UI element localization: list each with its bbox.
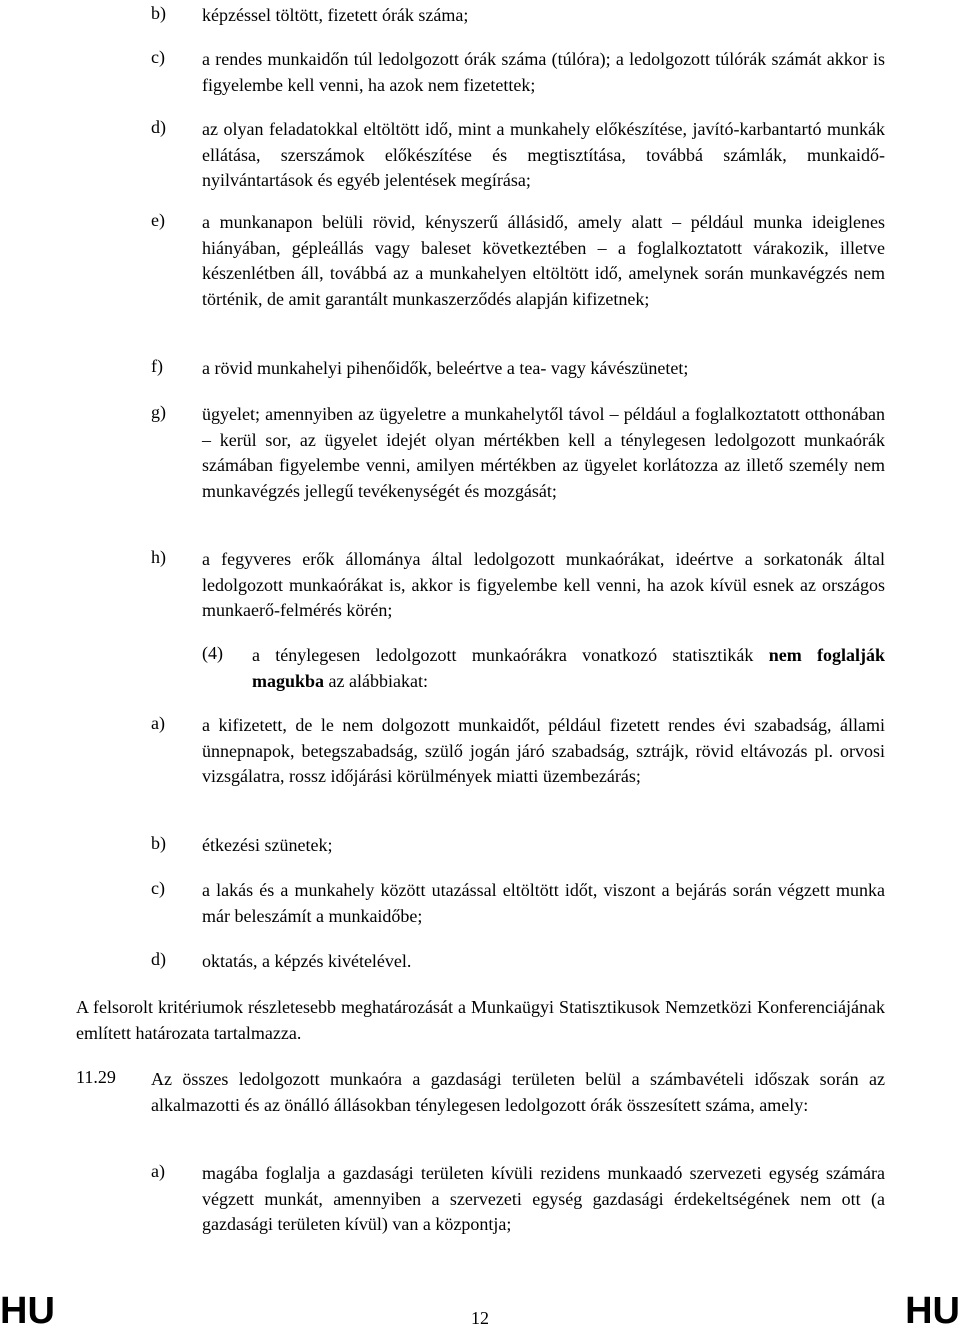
subparagraph-text-after: az alábbiakat: bbox=[328, 670, 428, 691]
list-item-text: oktatás, a képzés kivételével. bbox=[202, 951, 412, 971]
list-item-label: b) bbox=[151, 3, 166, 23]
footer-language-right: HU bbox=[905, 1290, 960, 1332]
list-item-text: a rövid munkahelyi pihenőidők, beleértve a tea- vagy kávészünetet; bbox=[202, 358, 689, 378]
list-item-text: az olyan feladatokkal eltöltött idő, mint a munkahely előkészítése, javító-karbantartó munkák ellátása, szerszámok előkészítése és megtisztítása, továbbá számlák, munkaidő-nyilvántartások és egyéb jelentések megírása; bbox=[202, 119, 885, 190]
list-item-label: b) bbox=[151, 833, 166, 853]
body-paragraph: A felsorolt kritériumok részletesebb meghatározását a Munkaügyi Statisztikusok Nemzetközi Konferenciájának említett határozata tartalmazza. bbox=[76, 997, 885, 1043]
list-item-label: c) bbox=[151, 878, 165, 898]
list-item-text: a rendes munkaidőn túl ledolgozott órák száma (túlóra); a ledolgozott túlórák számát akkor is figyelembe kell venni, ha azok nem fizetettek; bbox=[202, 49, 885, 95]
list-item-text: ügyelet; amennyiben az ügyeletre a munkahelytől távol – például a foglalkoztatott otthonában – kerül sor, az ügyelet idejét olyan mértékben kell a ténylegesen ledolgozott munkaórák számában figyelembe venni, amilyen mértékben az ügyelet korlátozza az illető személy nem munkavégzés jellegű tevékenységét és mozgását; bbox=[202, 404, 885, 501]
list-item-label: h) bbox=[151, 547, 166, 567]
list-item-label: f) bbox=[151, 356, 163, 376]
list-item-text: a munkanapon belüli rövid, kényszerű állásidő, amely alatt – például munka ideiglenes hiányában, gépleállás vagy baleset következtében – a foglalkoztatott várakozik, illetve készenlétben áll, továbbá az a munkahelyen eltöltött idő, amelynek során munkavégzés nem történik, de amit garantált munkaszerződés alapján kifizetnek; bbox=[202, 212, 885, 309]
list-item-label: d) bbox=[151, 949, 166, 969]
page-number: 12 bbox=[471, 1308, 489, 1328]
list-item-label: a) bbox=[151, 1161, 165, 1181]
list-item-label: d) bbox=[151, 117, 166, 137]
footer-language-left: HU bbox=[0, 1290, 55, 1332]
list-item-label: g) bbox=[151, 402, 166, 422]
list-item-text: képzéssel töltött, fizetett órák száma; bbox=[202, 5, 469, 25]
subparagraph-text-before: a ténylegesen ledolgozott munkaórákra vonatkozó statisztikák bbox=[252, 645, 754, 665]
section-text: Az összes ledolgozott munkaóra a gazdasági területen belül a számbavételi időszak során az alkalmazotti és az önálló állásokban ténylegesen ledolgozott órák összesített száma, amely: bbox=[151, 1069, 885, 1115]
list-item-label: a) bbox=[151, 713, 165, 733]
list-item-label: c) bbox=[151, 47, 165, 67]
list-item-text: magába foglalja a gazdasági területen kívüli rezidens munkaadó szervezeti egység számára végzett munkát, amennyiben a szervezeti egység gazdasági érdekeltségének nem ott (a gazdasági területen kívül) van a központja; bbox=[202, 1163, 885, 1234]
subparagraph-number: (4) bbox=[202, 643, 223, 663]
list-item-text: étkezési szünetek; bbox=[202, 835, 333, 855]
subparagraph-text-bold: nem foglalják magukba bbox=[252, 645, 886, 691]
subparagraph-text bbox=[252, 643, 885, 694]
list-item-label: e) bbox=[151, 210, 165, 230]
list-item-text: a fegyveres erők állománya által ledolgozott munkaórákat, ideértve a sorkatonák által ledolgozott munkaórákat is, akkor is figyelembe kell venni, ha azok kívül esnek az országos munkaerő-felmérés körén; bbox=[202, 549, 885, 620]
list-item-text: a kifizetett, de le nem dolgozott munkaidőt, például fizetett rendes évi szabadság, állami ünnepnapok, betegszabadság, szülő jogán járó szabadság, sztrájk, rövid eltávozás pl. orvosi vizsgálatra, rossz időjárási körülmények miatti üzembezárás; bbox=[202, 715, 885, 786]
section-number: 11.29 bbox=[76, 1067, 116, 1087]
list-item-text: a lakás és a munkahely között utazással eltöltött időt, viszont a bejárás során végzett munka már beleszámít a munkaidőbe; bbox=[202, 880, 885, 926]
